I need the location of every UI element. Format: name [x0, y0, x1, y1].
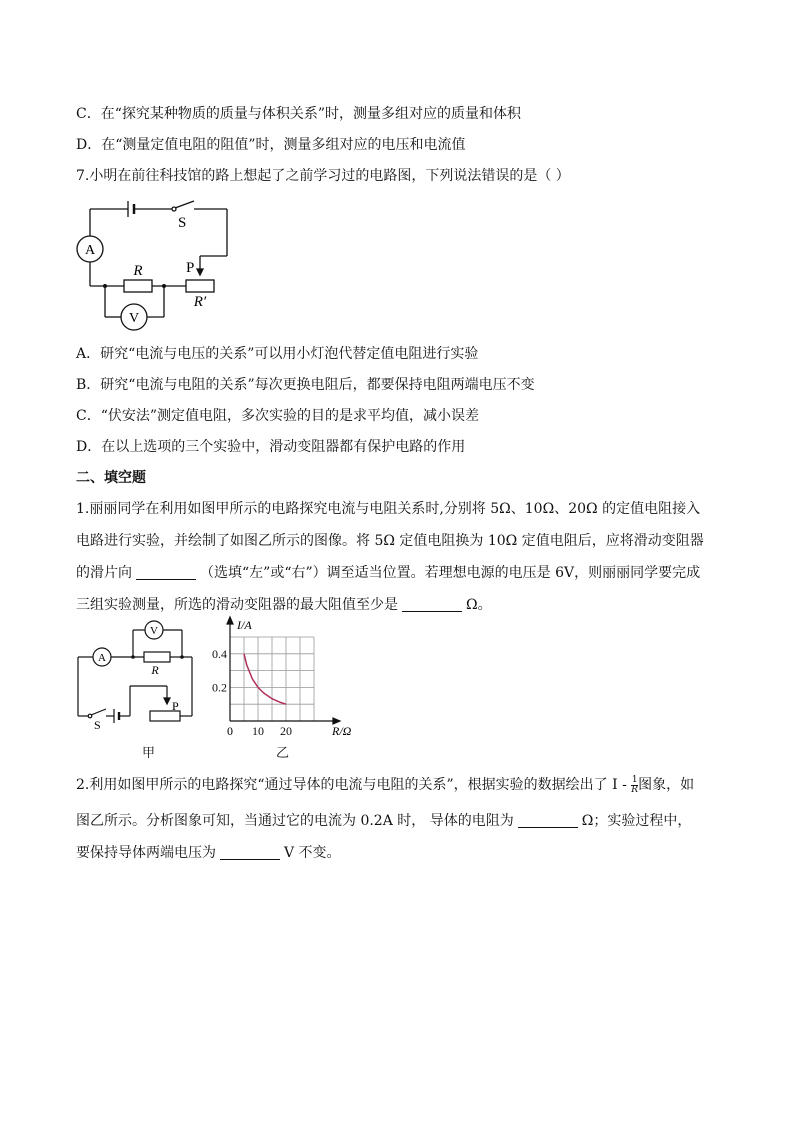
voltmeter-label: V: [128, 311, 140, 326]
fq2-line1-end: 图象，如: [638, 777, 695, 793]
fraction-numerator: 1: [631, 774, 638, 785]
q6-option-d: D．在“测量定值电阻的阻值”时，测量多组对应的电压和电流值: [76, 137, 466, 153]
y-axis-label: I/A: [237, 618, 252, 632]
resistor-r: [124, 280, 152, 292]
fq1-line3-start: 的滑片向: [76, 565, 132, 581]
resistor-label: R: [151, 663, 159, 677]
ammeter-label: A: [84, 243, 96, 258]
fq2-line3-end: V 不变。: [284, 845, 341, 861]
resistor-r: [144, 652, 170, 662]
fq2-line2: [76, 810, 691, 830]
y-tick-label: 0.4: [212, 646, 227, 661]
switch-label: S: [94, 718, 101, 732]
fq2-line2-start: 图乙所示。分析图象可知，当通过它的电流为 0.2A 时， 导体的电阻为: [76, 813, 514, 829]
q7-option-a: A．研究“电流与电压的关系”可以用小灯泡代替定值电阻进行实验: [76, 346, 479, 362]
switch-blade: [175, 201, 194, 208]
fq1-i-r-graph: [205, 614, 365, 744]
fq1-answer-blank-1[interactable]: [136, 565, 196, 580]
q7-option-b: B．研究“电流与电阻的关系”每次更换电阻后，都要保持电阻两端电压不变: [76, 377, 535, 393]
fq2-line1-start: 2.利用如图甲所示的电路探究“通过导体的电流与电阻的关系”，根据实验的数据绘出了 I -: [76, 777, 627, 793]
rheostat-label: R′: [193, 294, 207, 310]
q7-option-c: C．“伏安法”测定值电阻，多次实验的目的是求平均值，减小误差: [76, 408, 480, 424]
y-axis-arrow: [227, 617, 233, 624]
fq2-line2-end: Ω；实验过程中，: [581, 813, 692, 829]
fq1-line2: 电路进行实验，并绘制了如图乙所示的图像。将 5Ω 定值电阻换为 10Ω 定值电阻后，应将滑动变阻器: [76, 533, 704, 549]
fq1-answer-blank-2[interactable]: [402, 597, 462, 612]
q7-stem: 7.小明在前往科技馆的路上想起了之前学习过的电路图，下列说法错误的是（ ）: [76, 168, 570, 184]
ammeter-label: A: [98, 652, 106, 664]
fq1-line4: [76, 594, 492, 614]
slider-label: P: [186, 260, 195, 276]
x-tick-label: 20: [280, 724, 292, 738]
y-tick-label: 0.2: [212, 680, 227, 695]
fq1-line4-end: Ω。: [466, 597, 492, 613]
x-tick-label: 10: [252, 724, 264, 738]
fq1-circuit-diagram: [72, 618, 212, 736]
fig-yi-caption: 乙: [276, 746, 290, 761]
fq2-answer-blank-2[interactable]: [220, 845, 280, 860]
origin-label: 0: [227, 724, 233, 738]
fq2-line1: [76, 774, 694, 795]
fq2-line3-start: 要保持导体两端电压为: [76, 845, 216, 861]
fig-jia-caption: 甲: [142, 746, 156, 761]
fq2-answer-blank-1[interactable]: [518, 813, 578, 828]
resistor-label: R: [133, 263, 143, 279]
slider-arrow: [197, 269, 203, 275]
slider-label: P: [172, 699, 179, 713]
fq1-line3-end: （选填“左”或“右”）调至适当位置。若理想电源的电压是 6V，则丽丽同学要完成: [200, 565, 701, 581]
switch-label: S: [178, 215, 187, 231]
q6-option-c: C．在“探究某种物质的质量与体积关系”时，测量多组对应的质量和体积: [76, 106, 522, 122]
i-r-curve: [244, 654, 286, 704]
voltmeter-label: V: [150, 625, 158, 637]
x-axis-label: R/Ω: [332, 724, 352, 738]
q7-circuit-diagram: [72, 193, 242, 333]
fq2-line3: [76, 842, 341, 862]
q7-option-d: D．在以上选项的三个实验中，滑动变阻器都有保护电路的作用: [76, 439, 466, 455]
switch-blade: [91, 709, 106, 715]
fraction-denominator: R: [631, 784, 639, 795]
fq1-line1: 1.丽丽同学在利用如图甲所示的电路探究电流与电阻关系时,分别将 5Ω、10Ω、20Ω 的定值电阻接入: [76, 501, 701, 517]
rheostat-r-prime: [186, 280, 214, 292]
section-heading: 二、填空题: [76, 470, 146, 486]
fq1-line4-start: 三组实验测量，所选的滑动变阻器的最大阻值至少是: [76, 597, 398, 613]
fq1-line3: [76, 562, 700, 582]
